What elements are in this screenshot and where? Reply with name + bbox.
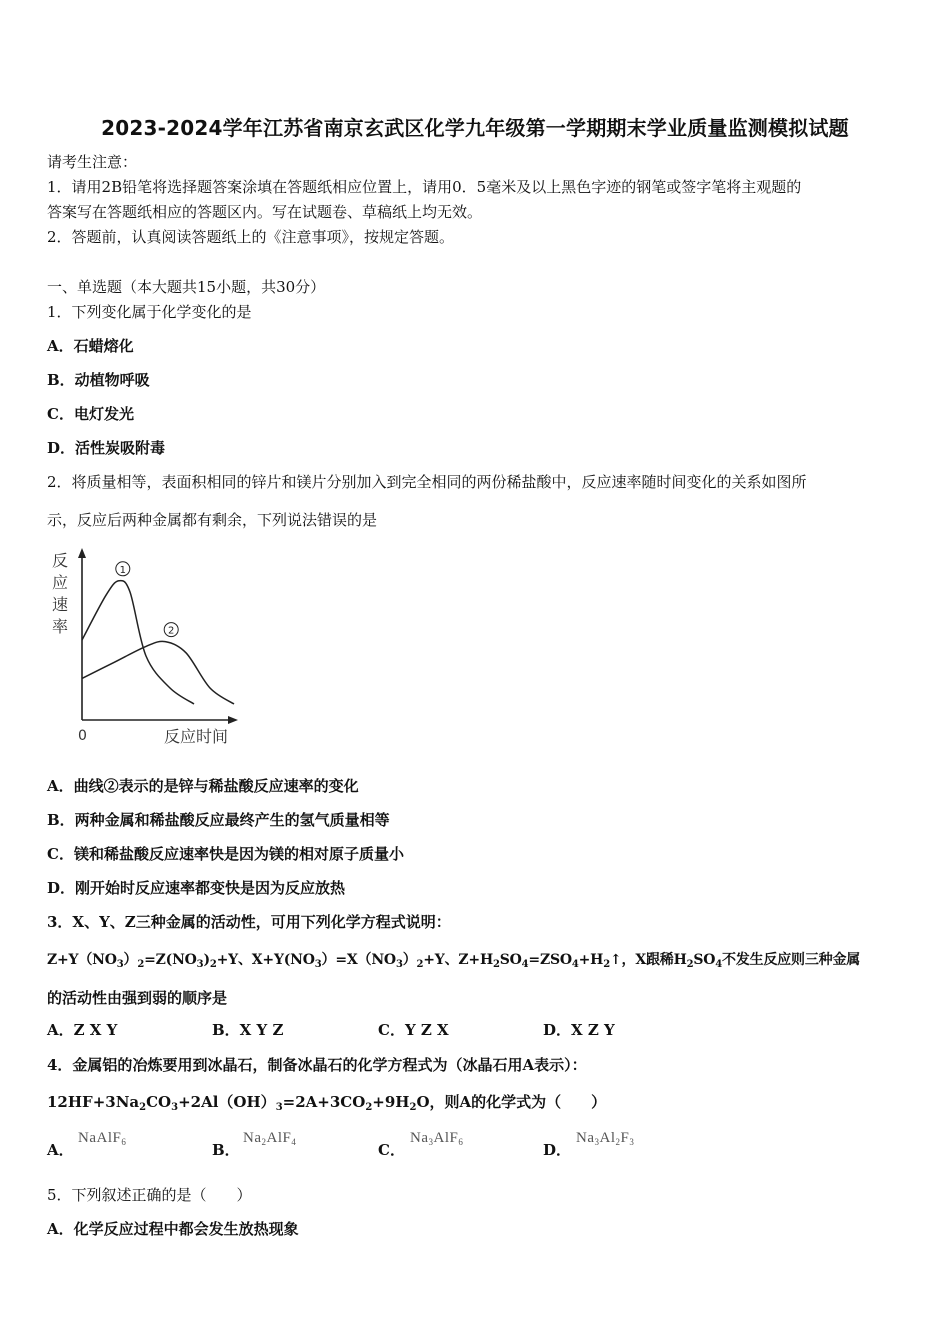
y-axis-label-char-3: 速 bbox=[52, 595, 69, 614]
q2-option-b: B．两种金属和稀盐酸反应最终产生的氢气质量相等 bbox=[47, 811, 390, 829]
q1-stem: 1．下列变化属于化学变化的是 bbox=[47, 303, 252, 321]
origin-label: 0 bbox=[78, 728, 87, 744]
q3-option-a: A．Z X Y bbox=[47, 1021, 118, 1039]
y-axis-label-char-4: 率 bbox=[52, 617, 69, 636]
x-axis-label: 反应时间 bbox=[164, 727, 229, 746]
series-line-1 bbox=[82, 581, 194, 704]
notice-heading: 请考生注意： bbox=[47, 153, 138, 171]
q5-stem: 5．下列叙述正确的是（ ） bbox=[47, 1186, 252, 1204]
x-axis-arrow bbox=[228, 716, 238, 724]
q3-stem: 3．X、Y、Z三种金属的活动性，可用下列化学方程式说明： bbox=[47, 913, 451, 931]
q4-option-c-label: C． bbox=[378, 1141, 405, 1159]
q3-option-d: D．X Z Y bbox=[543, 1021, 615, 1039]
page-title: 2023-2024学年江苏省南京玄武区化学九年级第一学期期末学业质量监测模拟试题 bbox=[101, 116, 849, 140]
q1-option-d: D．活性炭吸附毒 bbox=[47, 439, 166, 457]
q3-option-b: B．X Y Z bbox=[212, 1021, 284, 1039]
q2-stem-line2: 示，反应后两种金属都有剩余，下列说法错误的是 bbox=[47, 511, 378, 529]
y-axis-arrow bbox=[78, 548, 86, 558]
q5-option-a: A．化学反应过程中都会发生放热现象 bbox=[47, 1220, 299, 1238]
series-label-1: 1 bbox=[119, 564, 126, 576]
q1-option-c: C．电灯发光 bbox=[47, 405, 134, 423]
notice-item-2: 2．答题前，认真阅读答题纸上的《注意事项》，按规定答题。 bbox=[47, 228, 455, 246]
q1-option-a: A．石蜡熔化 bbox=[47, 337, 134, 355]
q4-equation: $12HF+3Na_2CO_3+2Al(OH)_3=2A+3CO_2+9H_2O$，则A的化学式为（ ） bbox=[47, 1093, 607, 1113]
series-layer bbox=[82, 562, 234, 704]
notice-item-1a: 1．请用2B铅笔将选择题答案涂填在答题纸相应位置上，请用0．5毫米及以上黑色字迹的钢笔或签字笔将主观题的 bbox=[47, 178, 802, 196]
q4-option-a-label: A． bbox=[47, 1141, 74, 1159]
q1-option-b: B．动植物呼吸 bbox=[47, 371, 150, 389]
notice-item-1b: 答案写在答题纸相应的答题区内。写在试题卷、草稿纸上均无效。 bbox=[47, 203, 483, 221]
reaction-rate-chart bbox=[40, 540, 260, 755]
q4-option-b-formula: $Na_2AlF_4$ bbox=[243, 1130, 297, 1147]
y-axis-label-char-1: 反 bbox=[52, 551, 69, 570]
y-axis-label-char-2: 应 bbox=[52, 573, 69, 592]
q2-option-c: C．镁和稀盐酸反应速率快是因为镁的相对原子质量小 bbox=[47, 845, 404, 863]
series-label-2: 2 bbox=[168, 625, 175, 637]
q2-stem-line1: 2．将质量相等，表面积相同的锌片和镁片分别加入到完全相同的两份稀盐酸中，反应速率随时间变化的关系如图所 bbox=[47, 473, 807, 491]
q4-option-d-formula: $Na_3Al_2F_3$ bbox=[576, 1130, 635, 1147]
series-line-2 bbox=[82, 641, 234, 704]
q4-option-b-label: B． bbox=[212, 1141, 240, 1159]
q4-option-a-formula: NaAlF$_6$ bbox=[78, 1130, 127, 1147]
q2-option-a: A．曲线②表示的是锌与稀盐酸反应速率的变化 bbox=[47, 777, 359, 795]
q4-option-d-label: D． bbox=[543, 1141, 572, 1159]
section-heading: 一、单选题（本大题共15小题，共30分） bbox=[47, 278, 326, 296]
q4-stem: 4．金属铝的冶炼要用到冰晶石，制备冰晶石的化学方程式为（冰晶石用A表示）： bbox=[47, 1056, 587, 1074]
q3-stem-cont: 的活动性由强到弱的顺序是 bbox=[47, 989, 228, 1007]
q2-option-d: D．刚开始时反应速率都变快是因为反应放热 bbox=[47, 879, 346, 897]
q3-option-c: C．Y Z X bbox=[378, 1021, 449, 1039]
q3-equations: $Z+Y(NO_3)_2=Z(NO_3)_2+Y$、$X+Y(NO_3)=X(NO_3)_2+Y$、$Z+H_2SO_4=ZSO_4+H_2↑$，X跟稀$H_2SO_4$不发生反应则三种金属 bbox=[47, 952, 861, 970]
q4-option-c-formula: $Na_3AlF_6$ bbox=[410, 1130, 464, 1147]
